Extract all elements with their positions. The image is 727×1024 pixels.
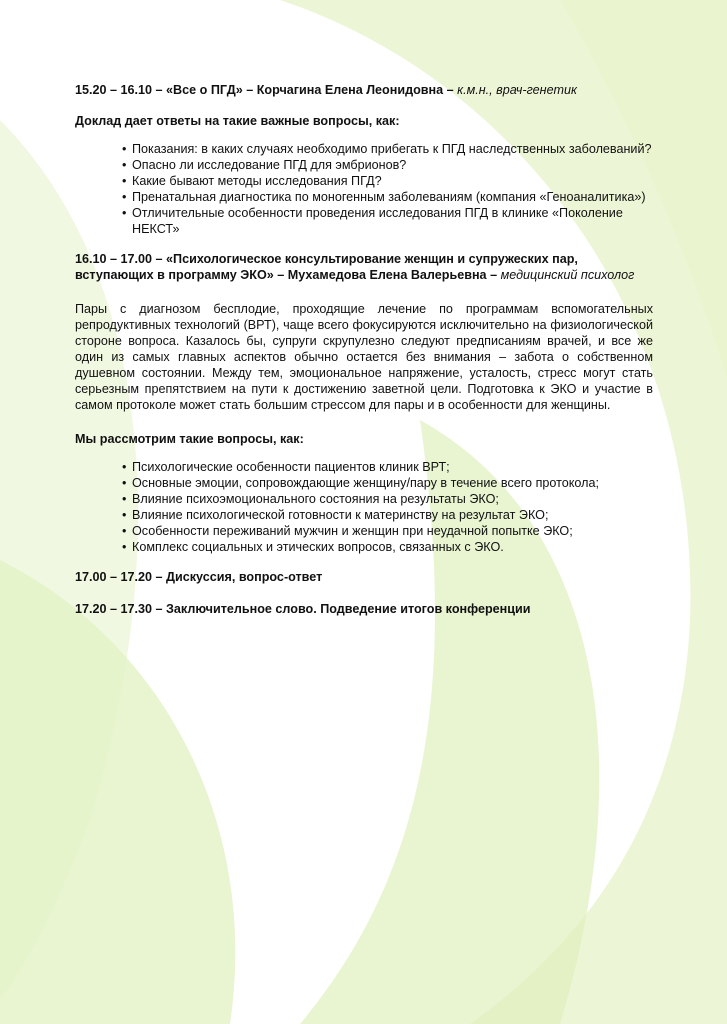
document-content xyxy=(75,82,653,617)
session-2-paragraph: Пары с диагнозом бесплодие, проходящие лечение по программам вспомогательных репродуктивных технологий (ВРТ), чаще всего фокусируются исключительно на физиологической стороне вопроса. Казалось бы, супруги скрупулезно следуют предписаниям врачей, и все же один из самых главных аспектов обычно остается без внимания – забота о собственном душевном состоянии. Между тем, эмоциональное напряжение, усталость, стресс могут стать серьезным препятствием на пути к достижению заветной цели. Подготовка к ЭКО и участие в самом протоколе может стать большим стрессом для пары и в особенности для женщины. xyxy=(75,302,653,412)
session-2-heading xyxy=(75,251,653,283)
list-item: • Опасно ли исследование ПГД для эмбрионов? xyxy=(122,157,653,173)
list-item: • Пренатальная диагностика по моногенным заболеваниям (компания «Геноаналитика») xyxy=(122,189,653,205)
session-1-intro: Доклад дает ответы на такие важные вопросы, как: xyxy=(75,114,400,128)
session-2-list xyxy=(75,459,653,555)
session-1-time: 15.20 – 16.10 – xyxy=(75,83,163,97)
session-4-heading: 17.20 – 17.30 – Заключительное слово. Подведение итогов конференции xyxy=(75,602,531,616)
list-item: • Показания: в каких случаях необходимо прибегать к ПГД наследственных заболеваний? xyxy=(122,141,653,157)
session-3-heading: 17.00 – 17.20 – Дискуссия, вопрос-ответ xyxy=(75,570,323,584)
list-item: • Влияние психологической готовности к материнству на результат ЭКО; xyxy=(122,507,653,523)
session-2-title: «Психологическое консультирование женщин и супружеских пар, вступающих в программу ЭКО» – Мухамедова Елена Валерьевна – xyxy=(75,252,578,282)
session-1-role: к.м.н., врач-генетик xyxy=(457,83,577,97)
list-item: • Влияние психоэмоционального состояния на результаты ЭКО; xyxy=(122,491,653,507)
session-2-role: медицинский психолог xyxy=(500,268,635,282)
list-item: • Какие бывают методы исследования ПГД? xyxy=(122,173,653,189)
session-1-list xyxy=(75,141,653,237)
list-item: • Психологические особенности пациентов клиник ВРТ; xyxy=(122,459,653,475)
session-1-heading xyxy=(75,82,653,98)
session-2-time: 16.10 – 17.00 – xyxy=(75,252,163,266)
list-item: • Особенности переживаний мужчин и женщин при неудачной попытке ЭКО; xyxy=(122,523,653,539)
list-item: • Отличительные особенности проведения исследования ПГД в клинике «Поколение НЕКСТ» xyxy=(122,205,653,237)
session-2-intro: Мы рассмотрим такие вопросы, как: xyxy=(75,432,304,446)
session-1-title: «Все о ПГД» – Корчагина Елена Леонидовна – xyxy=(166,83,454,97)
list-item: • Основные эмоции, сопровождающие женщину/пару в течение всего протокола; xyxy=(122,475,653,491)
list-item: • Комплекс социальных и этических вопросов, связанных с ЭКО. xyxy=(122,539,653,555)
